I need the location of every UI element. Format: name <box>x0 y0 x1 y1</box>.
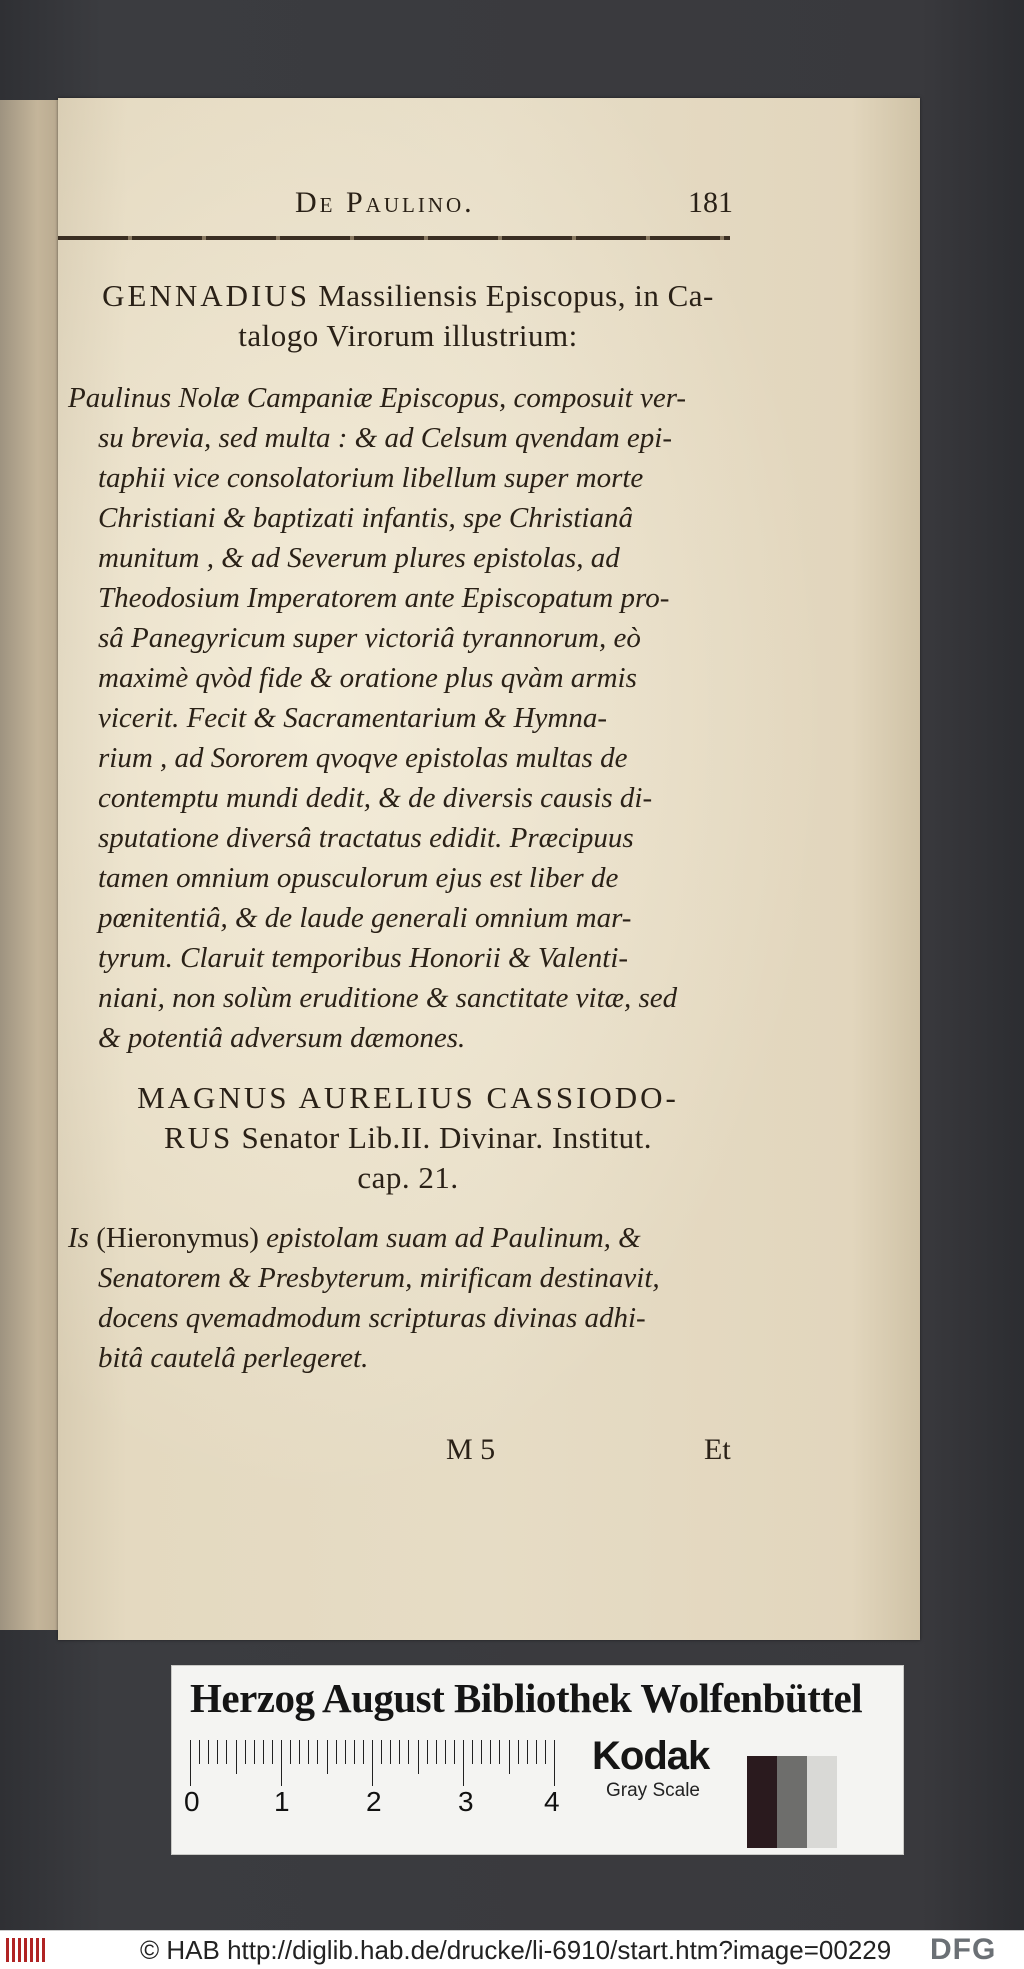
ruler-tick <box>408 1740 409 1764</box>
ruler-tick <box>472 1740 473 1764</box>
text-line: pœnitentiâ, & de laude generali omnium mar- <box>98 902 632 934</box>
ruler-tick <box>363 1740 364 1764</box>
text-hieronymus: (Hieronymus) <box>96 1222 259 1254</box>
catchword: Et <box>704 1433 731 1466</box>
text-line: niani, non solùm eruditione & sanctitate vitæ, sed <box>98 982 678 1014</box>
ruler-tick <box>518 1740 519 1764</box>
text-line: Theodosium Imperatorem ante Episcopatum pro- <box>98 582 670 614</box>
running-head <box>58 186 920 226</box>
ruler-label: 2 <box>366 1786 382 1817</box>
ruler-tick <box>399 1740 400 1764</box>
text-line: maximè qvòd fide & oratione plus qvàm armis <box>98 662 637 694</box>
ruler-tick <box>536 1740 537 1764</box>
facing-page-edge <box>0 100 62 1630</box>
ruler-tick <box>308 1740 309 1764</box>
ruler-tick <box>245 1740 246 1764</box>
text-line: taphii vice consolatorium libellum super morte <box>98 462 644 494</box>
header-rule <box>58 236 730 240</box>
book-page <box>58 98 920 1640</box>
measurement-ruler <box>190 1740 570 1786</box>
quote-paragraph <box>68 1218 748 1378</box>
signature-mark: M 5 <box>446 1433 496 1466</box>
ruler-tick <box>299 1740 300 1764</box>
text-line: & potentiâ adversum dæmones. <box>98 1022 466 1054</box>
heading-text: Senator Lib.II. Divinar. Institut. <box>233 1120 653 1155</box>
author-name-cont: RUS <box>163 1120 234 1155</box>
ruler-tick <box>427 1740 428 1764</box>
author-name: GENNADIUS <box>102 278 310 313</box>
ruler-tick <box>481 1740 482 1764</box>
ruler-tick <box>317 1740 318 1764</box>
ruler-tick <box>290 1740 291 1764</box>
ruler-tick <box>390 1740 391 1764</box>
heading-text-line2: talogo Virorum illustrium: <box>238 318 578 353</box>
section-gennadius <box>68 276 748 1058</box>
ruler-tick <box>490 1740 491 1764</box>
text-line: contemptu mundi dedit, & de diversis causis di- <box>98 782 653 814</box>
heading-chapter: cap. 21. <box>357 1160 459 1195</box>
gray-swatch-mid <box>777 1756 807 1848</box>
ruler-tick <box>509 1740 510 1774</box>
text-line: tamen omnium opusculorum ejus est liber de <box>98 862 619 894</box>
ruler-tick <box>372 1740 373 1786</box>
ruler-tick <box>226 1740 227 1764</box>
running-head-title: De Paulino. <box>295 186 475 219</box>
text-line: tyrum. Claruit temporibus Honorii & Valenti- <box>98 942 629 974</box>
ruler-tick <box>436 1740 437 1764</box>
text-line: sâ Panegyricum super victoriâ tyrannorum, eò <box>98 622 641 654</box>
author-name: MAGNUS AURELIUS CASSIODO- <box>137 1080 679 1115</box>
institution-name: Herzog August Bibliothek Wolfenbüttel <box>190 1675 863 1721</box>
dfg-logo: DFG <box>930 1933 997 1966</box>
ruler-tick <box>554 1740 555 1786</box>
section-cassiodorus <box>68 1078 748 1378</box>
ruler-tick <box>499 1740 500 1764</box>
section-heading <box>68 1078 748 1198</box>
ruler-tick <box>272 1740 273 1764</box>
text-line: Paulinus Nolæ Campaniæ Episcopus, composuit ver- <box>68 382 687 414</box>
gray-swatch-light <box>807 1756 837 1848</box>
ruler-label: 1 <box>274 1786 290 1817</box>
ruler-tick <box>345 1740 346 1764</box>
text-line: rium , ad Sororem qvoqve epistolas multas de <box>98 742 628 774</box>
ruler-tick <box>190 1740 191 1786</box>
ruler-label: 4 <box>544 1786 560 1817</box>
ruler-tick <box>217 1740 218 1764</box>
ruler-tick <box>454 1740 455 1764</box>
footer-bar <box>0 1930 1024 1969</box>
text-line: bitâ cautelâ perlegeret. <box>98 1342 369 1374</box>
ruler-tick <box>381 1740 382 1764</box>
text-rest: epistolam suam ad Paulinum, & <box>258 1222 641 1254</box>
color-calibration-card <box>171 1665 904 1855</box>
text-line: sputatione diversâ tractatus edidit. Præcipuus <box>98 822 634 854</box>
ruler-tick <box>545 1740 546 1764</box>
ruler-tick <box>527 1740 528 1764</box>
quote-paragraph <box>68 378 748 1058</box>
ruler-tick <box>281 1740 282 1786</box>
text-line: su brevia, sed multa : & ad Celsum qvendam epi- <box>98 422 672 454</box>
ruler-tick <box>418 1740 419 1774</box>
ruler-tick <box>199 1740 200 1764</box>
text-line: Christiani & baptizati infantis, spe Christianâ <box>98 502 633 534</box>
ruler-tick <box>327 1740 328 1774</box>
text-line <box>68 1218 748 1258</box>
ruler-tick <box>263 1740 264 1764</box>
ruler-tick <box>445 1740 446 1764</box>
ruler-label: 0 <box>184 1786 200 1817</box>
ruler-label: 3 <box>458 1786 474 1817</box>
text-line: vicerit. Fecit & Sacramentarium & Hymna- <box>98 702 607 734</box>
text-line: munitum , & ad Severum plures epistolas, ad <box>98 542 620 574</box>
gray-swatch-dark <box>747 1756 777 1848</box>
ruler-tick <box>463 1740 464 1786</box>
heading-text: Massiliensis Episcopus, in Ca- <box>309 278 714 313</box>
ruler-tick <box>336 1740 337 1764</box>
text-is: Is <box>68 1222 97 1254</box>
gray-scale-label: Gray Scale <box>606 1780 700 1801</box>
page-number: 181 <box>688 186 733 219</box>
text-line: docens qvemadmodum scripturas divinas adhi- <box>98 1302 646 1334</box>
ruler-tick <box>236 1740 237 1774</box>
text-line: Senatorem & Presbyterum, mirificam destinavit, <box>98 1262 660 1294</box>
ruler-tick <box>254 1740 255 1764</box>
section-heading <box>68 276 748 356</box>
ruler-tick <box>354 1740 355 1764</box>
kodak-logo: Kodak <box>592 1734 710 1778</box>
footer-copyright-url[interactable]: © HAB http://diglib.hab.de/drucke/li-6910/start.htm?image=00229 <box>140 1935 892 1965</box>
hab-logo-icon <box>6 1938 46 1962</box>
ruler-tick <box>208 1740 209 1764</box>
